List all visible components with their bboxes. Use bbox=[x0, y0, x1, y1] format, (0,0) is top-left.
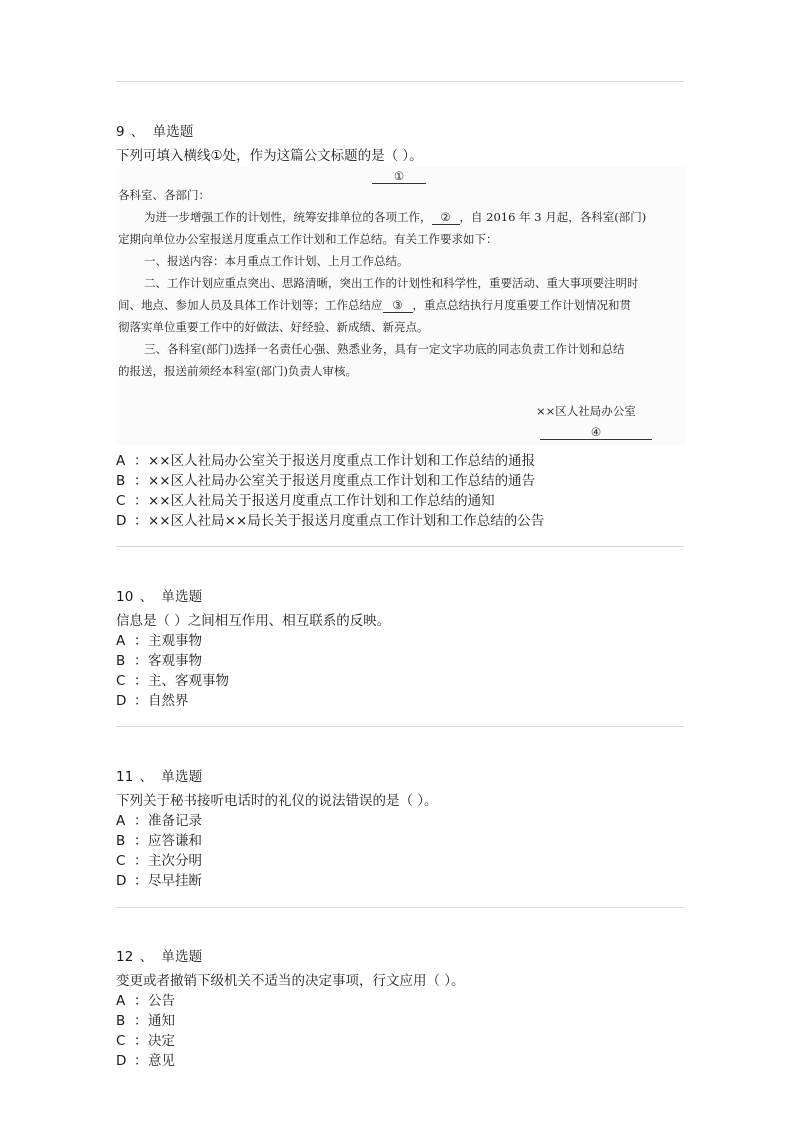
figure-line: 定期向单位办公室报送月度重点工作计划和工作总结。有关工作要求如下： bbox=[118, 232, 498, 246]
question-type: 单选题 bbox=[161, 949, 203, 965]
divider bbox=[116, 546, 684, 547]
figure-line: 的报送，报送前须经本科室(部门)负责人审核。 bbox=[118, 364, 357, 378]
question-10-header bbox=[116, 585, 202, 605]
option-c[interactable]: C ：××区人社局关于报送月度重点工作计划和工作总结的通知 bbox=[116, 493, 495, 509]
option-a[interactable]: A ：公告 bbox=[116, 993, 175, 1009]
question-separator: 、 bbox=[139, 949, 154, 965]
figure-line: 一、报送内容：本月重点工作计划、上月工作总结。 bbox=[144, 254, 409, 268]
figure-date-blank: ④ bbox=[540, 425, 652, 440]
question-separator: 、 bbox=[139, 589, 154, 605]
option-a[interactable]: A ：××区人社局办公室关于报送月度重点工作计划和工作总结的通报 bbox=[116, 453, 536, 469]
option-b[interactable]: B ：××区人社局办公室关于报送月度重点工作计划和工作总结的通告 bbox=[116, 473, 536, 489]
question-11-stem: 下列关于秘书接听电话时的礼仪的说法错误的是（ ）。 bbox=[116, 793, 438, 809]
option-c[interactable]: C ：决定 bbox=[116, 1033, 175, 1049]
question-12-header bbox=[116, 945, 202, 965]
figure-line: 为进一步增强工作的计划性，统筹安排单位的各项工作， ② ，自 2016 年 3 月起，各科室(部门) bbox=[144, 210, 647, 224]
figure-title-blank: ① bbox=[372, 169, 426, 184]
option-d[interactable]: D ：尽早挂断 bbox=[116, 873, 202, 889]
question-type: 单选题 bbox=[152, 124, 194, 140]
divider bbox=[116, 726, 684, 727]
option-b[interactable]: B ：客观事物 bbox=[116, 653, 202, 669]
option-b[interactable]: B ：应答谦和 bbox=[116, 833, 202, 849]
question-type: 单选题 bbox=[161, 589, 203, 605]
option-d[interactable]: D ：自然界 bbox=[116, 693, 189, 709]
option-b[interactable]: B ：通知 bbox=[116, 1013, 175, 1029]
figure-line: 三、各科室(部门)选择一名责任心强、熟悉业务，具有一定文字功底的同志负责工作计划和总结 bbox=[144, 342, 625, 356]
question-11-header bbox=[116, 765, 202, 785]
option-c[interactable]: C ：主、客观事物 bbox=[116, 673, 229, 689]
question-separator: 、 bbox=[130, 124, 145, 140]
option-c[interactable]: C ：主次分明 bbox=[116, 853, 202, 869]
option-d[interactable]: D ：意见 bbox=[116, 1053, 175, 1069]
question-9-stem: 下列可填入横线①处，作为这篇公文标题的是（ ）。 bbox=[116, 148, 423, 164]
divider bbox=[116, 81, 684, 82]
question-separator: 、 bbox=[139, 769, 154, 785]
question-9-figure bbox=[116, 167, 686, 445]
option-a[interactable]: A ：主观事物 bbox=[116, 633, 202, 649]
question-10-stem: 信息是（ ）之间相互作用、相互联系的反映。 bbox=[116, 613, 391, 629]
question-number: 10 bbox=[116, 589, 134, 605]
question-number: 9 bbox=[116, 124, 125, 140]
figure-signature: ××区人社局办公室 bbox=[536, 404, 636, 418]
question-number: 12 bbox=[116, 949, 134, 965]
question-type: 单选题 bbox=[161, 769, 203, 785]
figure-line: 二、工作计划应重点突出、思路清晰，突出工作的计划性和科学性，重要活动、重大事项要注明时 bbox=[144, 276, 639, 290]
option-a[interactable]: A ：准备记录 bbox=[116, 813, 202, 829]
figure-line: 彻落实单位重要工作中的好做法、好经验、新成绩、新亮点。 bbox=[118, 320, 429, 334]
divider bbox=[116, 907, 684, 908]
question-9-header bbox=[116, 120, 194, 140]
figure-line: 各科室、各部门： bbox=[118, 188, 210, 202]
figure-line: 间、地点、参加人员及具体工作计划等；工作总结应 ③ ，重点总结执行月度重要工作计划情况和贯 bbox=[118, 298, 631, 312]
question-number: 11 bbox=[116, 769, 134, 785]
question-12-stem: 变更或者撤销下级机关不适当的决定事项，行文应用（ ）。 bbox=[116, 973, 465, 989]
option-d[interactable]: D ：××区人社局××局长关于报送月度重点工作计划和工作总结的公告 bbox=[116, 513, 545, 529]
